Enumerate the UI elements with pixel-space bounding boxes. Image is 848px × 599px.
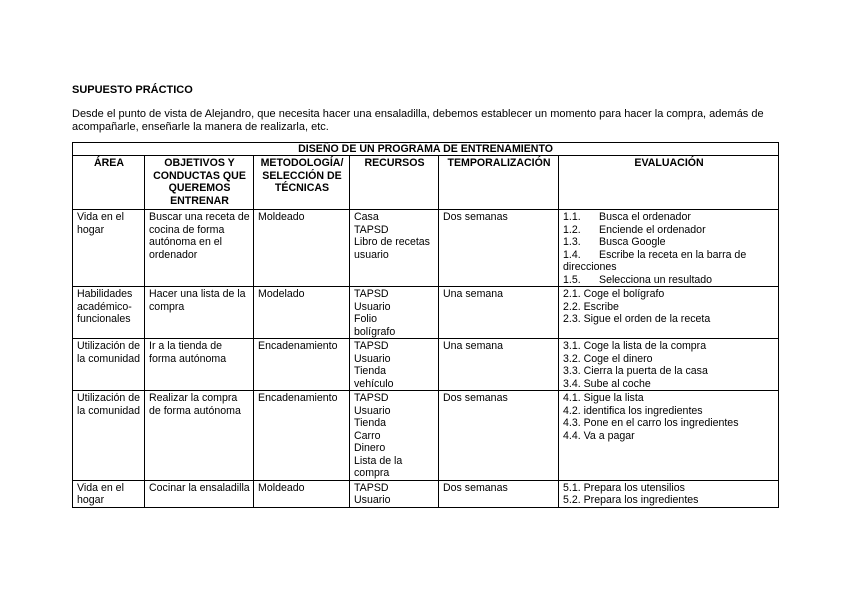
evaluation-item: 1.4. Escribe la receta en la barra de direcciones (563, 248, 747, 273)
cell-objetivo: Buscar una receta de cocina de forma autónoma en el ordenador (145, 210, 254, 287)
cell-evaluacion (559, 339, 779, 391)
cell-area: Vida en el hogar (73, 210, 145, 287)
evaluation-item: 3.3. Cierra la puerta de la casa (563, 365, 708, 377)
evaluation-item: 4.2. identifica los ingredientes (563, 404, 703, 417)
cell-metodologia: Modelado (254, 287, 350, 339)
cell-recursos (350, 480, 439, 507)
evaluation-item: 1.1. Busca el ordenador (563, 211, 691, 223)
table-title: DISEÑO DE UN PROGRAMA DE ENTRENAMIENTO (73, 143, 779, 156)
evaluation-item: 4.1. Sigue la lista (563, 392, 644, 404)
resource-item: TAPSD (354, 223, 389, 236)
resource-item: Usuario (354, 404, 391, 417)
resource-item: TAPSD (354, 481, 389, 494)
header-recursos: RECURSOS (350, 156, 439, 210)
cell-evaluacion (559, 210, 779, 287)
header-temporalizacion: TEMPORALIZACIÓN (439, 156, 559, 210)
resource-item: Folio (354, 313, 377, 325)
evaluation-item: 4.3. Pone en el carro los ingredientes (563, 417, 739, 429)
cell-objetivo: Hacer una lista de la compra (145, 287, 254, 339)
header-objetivos: OBJETIVOS Y CONDUCTAS QUE QUEREMOS ENTRENAR (145, 156, 254, 210)
cell-objetivo: Cocinar la ensaladilla (145, 480, 254, 507)
cell-objetivo: Ir a la tienda de forma autónoma (145, 339, 254, 391)
resource-item: Lista de la compra (354, 454, 403, 479)
resource-item: Carro (354, 429, 381, 442)
evaluation-item: 4.4. Va a pagar (563, 429, 635, 442)
cell-temporalizacion: Dos semanas (439, 480, 559, 507)
resource-item: Usuario (354, 300, 391, 313)
resource-item: TAPSD (354, 392, 389, 404)
evaluation-item: 2.2. Escribe (563, 300, 619, 313)
cell-objetivo: Realizar la compra de forma autónoma (145, 391, 254, 481)
table-header-row (73, 156, 779, 210)
evaluation-item: 5.1. Prepara los utensilios (563, 481, 685, 494)
resource-item: vehículo (354, 377, 394, 390)
evaluation-item: 3.2. Coge el dinero (563, 352, 653, 365)
evaluation-item: 1.2. Enciende el ordenador (563, 223, 706, 236)
evaluation-item: 3.4. Sube al coche (563, 377, 651, 390)
resource-item: TAPSD (354, 340, 389, 352)
table-row (73, 210, 779, 287)
cell-area: Habilidades académico-funcionales (73, 287, 145, 339)
training-program-table (72, 142, 779, 508)
resource-item: Tienda (354, 365, 386, 377)
table-row (73, 287, 779, 339)
section-heading: SUPUESTO PRÁCTICO (72, 84, 193, 96)
cell-recursos (350, 391, 439, 481)
cell-temporalizacion: Una semana (439, 287, 559, 339)
resource-item: Tienda (354, 417, 386, 429)
resource-item: Usuario (354, 494, 391, 506)
cell-area: Utilización de la comunidad (73, 339, 145, 391)
table-row (73, 339, 779, 391)
table-row (73, 391, 779, 481)
evaluation-item: 3.1. Coge la lista de la compra (563, 340, 707, 352)
table-row (73, 480, 779, 507)
cell-metodologia: Moldeado (254, 480, 350, 507)
cell-temporalizacion: Una semana (439, 339, 559, 391)
cell-evaluacion (559, 287, 779, 339)
resource-item: Casa (354, 211, 379, 223)
resource-item: bolígrafo (354, 325, 396, 338)
cell-recursos (350, 339, 439, 391)
cell-metodologia: Moldeado (254, 210, 350, 287)
cell-evaluacion (559, 480, 779, 507)
cell-temporalizacion: Dos semanas (439, 391, 559, 481)
cell-metodologia: Encadenamiento (254, 391, 350, 481)
resource-item: TAPSD (354, 288, 389, 300)
resource-item: Dinero (354, 442, 386, 454)
cell-temporalizacion: Dos semanas (439, 210, 559, 287)
resource-item: Usuario (354, 352, 391, 365)
evaluation-item: 2.1. Coge el bolígrafo (563, 288, 665, 300)
cell-recursos (350, 287, 439, 339)
table-title-row (73, 143, 779, 156)
intro-paragraph: Desde el punto de vista de Alejandro, que necesita hacer una ensaladilla, debemos establecer un momento para hacer la compra, además de acompañarle, enseñarle la manera de realizarla, etc. (72, 108, 764, 133)
resource-item: usuario (354, 248, 389, 261)
cell-metodologia: Encadenamiento (254, 339, 350, 391)
cell-evaluacion (559, 391, 779, 481)
cell-area: Utilización de la comunidad (73, 391, 145, 481)
evaluation-item: 2.3. Sigue el orden de la receta (563, 313, 711, 325)
evaluation-item: 1.3. Busca Google (563, 236, 666, 248)
evaluation-item: 1.5. Selecciona un resultado (563, 273, 713, 286)
evaluation-item: 5.2. Prepara los ingredientes (563, 494, 699, 506)
cell-area: Vida en el hogar (73, 480, 145, 507)
header-area: ÁREA (73, 156, 145, 210)
header-evaluacion: EVALUACIÓN (559, 156, 779, 210)
header-metodologia: METODOLOGÍA/ SELECCIÓN DE TÉCNICAS (254, 156, 350, 210)
resource-item: Libro de recetas (354, 236, 430, 248)
cell-recursos (350, 210, 439, 287)
